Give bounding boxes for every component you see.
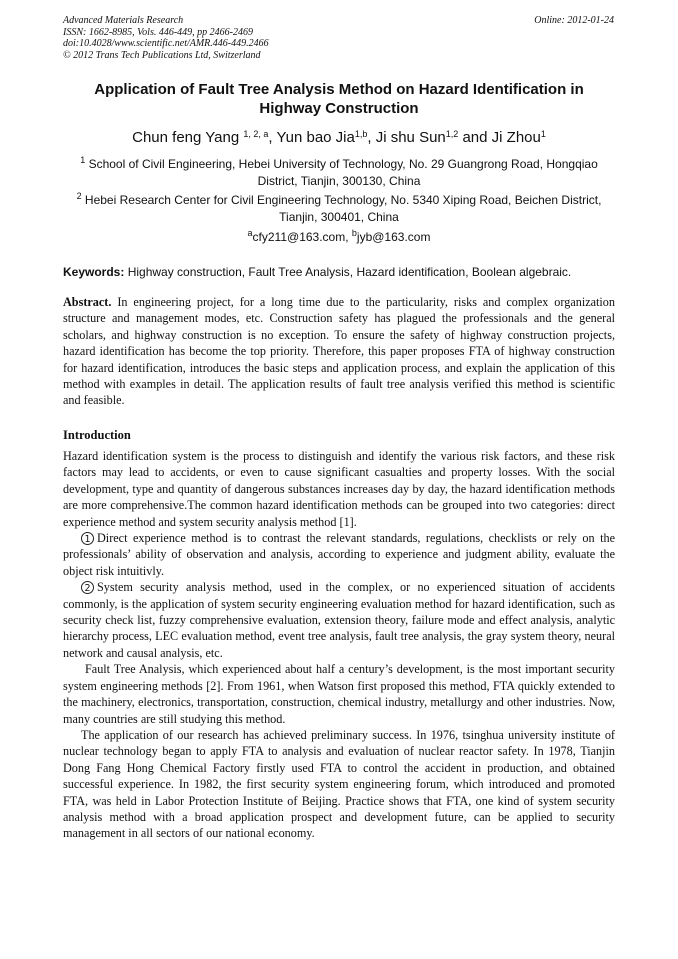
affiliation-text: School of Civil Engineering, Hebei University of Technology, No. 29 Guangrong Road, Hongqiao District, Tianjin, 300130, China — [88, 157, 598, 188]
abstract — [63, 294, 615, 409]
abstract-label: Abstract. — [63, 295, 112, 309]
email-address[interactable]: jyb@163.com — [356, 230, 431, 244]
journal-header — [63, 15, 269, 61]
email-address[interactable]: cfy211@163.com — [252, 230, 346, 244]
paragraph: The application of our research has achieved preliminary success. In 1976, tsinghua university institute of nuclear technology began to apply FTA to analysis and evaluation of nuclear reactor safety. In 1978, Tianjin Dong Fang Hong Chemical Factory firstly used FTA to control the accident in production, and obtained successful experience. In 1982, the first security system engineering forum, which introduced and promoted FTA, was held in Labor Protection Institute of Beijing. Practice shows that FTA, one kind of system security analysis method with a broad application prospect and development future, can be applied to security management in all sectors of our national economy. — [63, 727, 615, 841]
author-name: Ji Zhou — [491, 129, 541, 146]
copyright-line: © 2012 Trans Tech Publications Ltd, Switzerland — [63, 49, 261, 61]
issn-line: ISSN: 1662-8985, Vols. 446-449, pp 2466-2469 — [63, 26, 253, 38]
circled-number-2: 2 — [81, 581, 94, 594]
affiliation-number: 1 — [80, 155, 86, 165]
email-superscript: b — [351, 228, 357, 238]
author-superscript: 1, 2, a — [243, 129, 269, 139]
affiliation-number: 2 — [76, 191, 82, 201]
list-item — [63, 530, 615, 579]
paper-title: Application of Fault Tree Analysis Method on Hazard Identification in Highway Construction — [94, 81, 584, 117]
online-date: Online: 2012-01-24 — [534, 15, 614, 26]
email-superscript: a — [247, 228, 253, 238]
section-heading-introduction: Introduction — [63, 428, 131, 442]
keywords-line — [63, 264, 615, 280]
affiliation-text: Hebei Research Center for Civil Engineering Technology, No. 5340 Xiping Road, Beichen District, Tianjin, 300401, China — [84, 193, 602, 224]
author-name: Chun feng Yang — [132, 129, 240, 146]
author-name: Ji shu Sun — [375, 129, 446, 146]
keywords-label: Keywords: — [63, 265, 125, 279]
circled-number-1: 1 — [81, 532, 94, 545]
introduction-body — [63, 448, 615, 842]
author-superscript: 1,b — [354, 129, 368, 139]
author-superscript: 1 — [540, 129, 546, 139]
author-superscript: 1,2 — [445, 129, 459, 139]
doi-line: doi:10.4028/www.scientific.net/AMR.446-449.2466 — [63, 38, 269, 49]
keywords-text: Highway construction, Fault Tree Analysis, Hazard identification, Boolean algebraic. — [127, 265, 572, 279]
author-list: Chun feng Yang $^{1, 2, a}$, Yun bao Jia$^{1,b}$, Ji shu Sun$^{1,2}$ and Ji Zhou$^1$ — [132, 129, 546, 146]
paragraph: Fault Tree Analysis, which experienced about half a century’s development, is the most important security system engineering methods [2]. From 1961, when Watson first proposed this method, FTA quickly extended to the machinery, electronics, transportation, construction, chemical industry, metallurgy and other industries. Now, many countries are still studying this method. — [63, 662, 615, 726]
affiliation-1 — [63, 156, 615, 189]
journal-name: Advanced Materials Research — [63, 15, 184, 26]
paragraph: Hazard identification system is the process to distinguish and identify the various risk factors, and these risk factors may lead to accidents, or even to cause significant casualties and property losses. With the social development, type and quantity of dangerous substances increases day by day, the hazard identification methods are more comprehensive.The common hazard identification methods can be grouped into two categories: direct experience method and system security analysis method [1]. — [63, 449, 615, 529]
author-emails: $^a$cfy211@163.com, $^b$jyb@163.com — [247, 228, 431, 244]
list-item-text: Direct experience method is to contrast the relevant standards, regulations, checklists or rely on the professionals’ ability of observation and analysis, according to experience and judgment ability, evaluate the object risk intuitivly. — [63, 531, 615, 578]
list-item — [63, 579, 615, 661]
affiliation-2 — [63, 192, 615, 225]
author-name: Yun bao Jia — [276, 129, 355, 146]
abstract-text: In engineering project, for a long time due to the particularity, risks and complex organization structure and management modes, etc. Construction safety has plagued the professionals and the general scholars, and highway construction is no exception. To ensure the safety of highway construction projects, hazard identification has become the top priority. Therefore, this paper proposes FTA of highway construction for hazard identification, introduces the basic steps and application process, and explain the application of this method with examples in detail. The application results of fault tree analysis verified this method is scientific and feasible. — [63, 295, 615, 408]
list-item-text: System security analysis method, used in the complex, or no experienced situation of accidents commonly, is the application of system security engineering evaluation method for hazard identification, such as security check list, fuzzy comprehensive evaluation, extension theory, failure mode and effect analysis, analytic hierarchy process, LEC evaluation method, event tree analysis, fault tree analysis, the gray system theory, neural network and causal analysis, etc. — [63, 580, 615, 660]
